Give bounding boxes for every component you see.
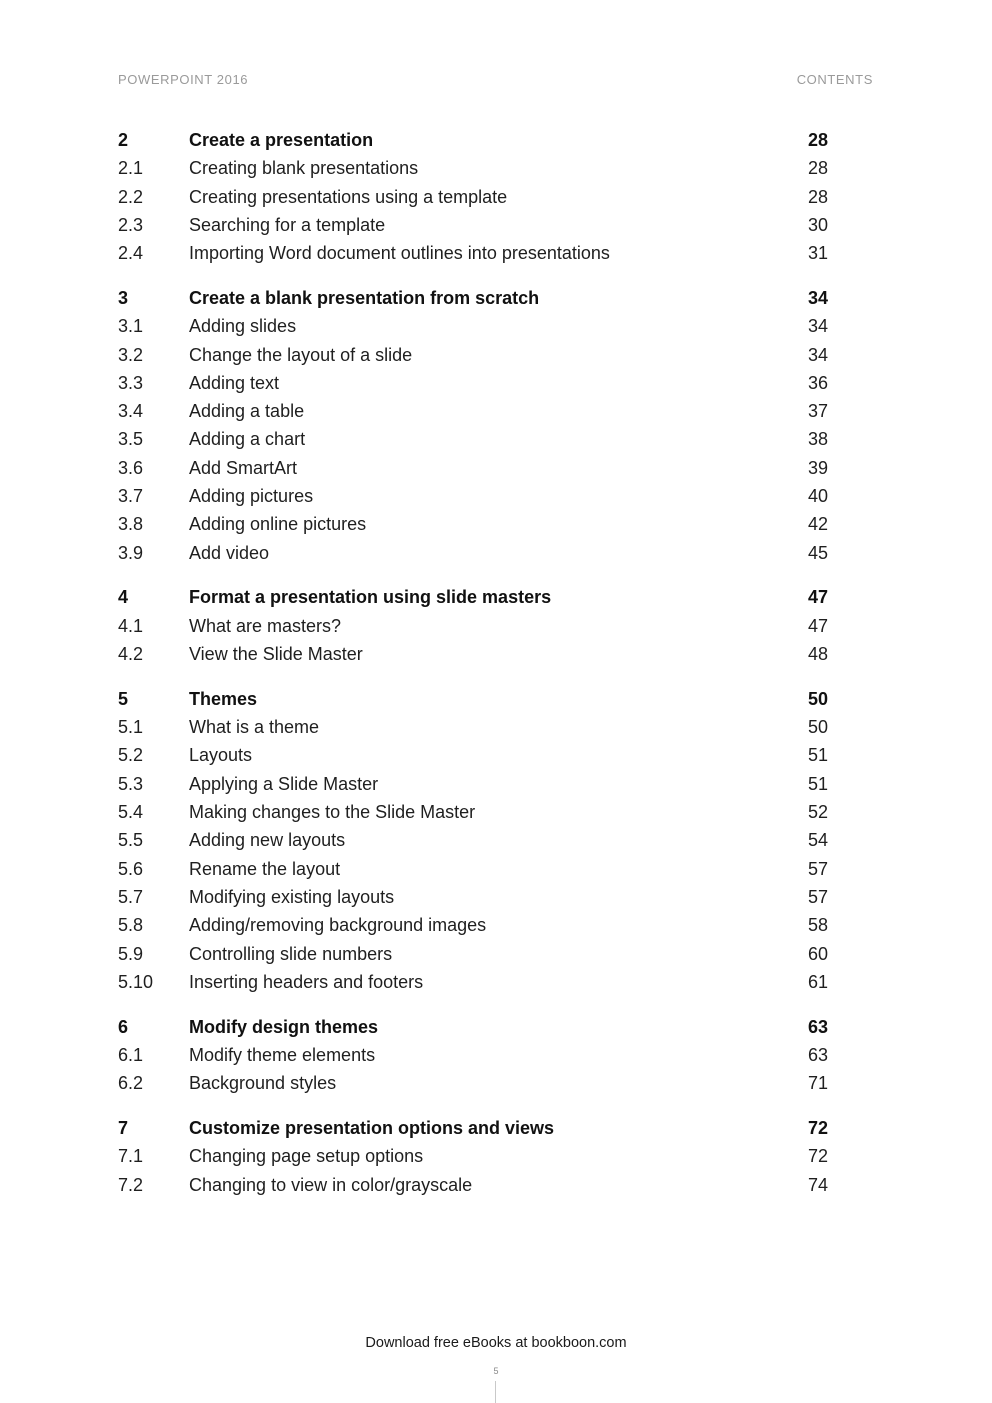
entry-number: 6.1	[118, 1044, 144, 1065]
chapter-entry-number: 7	[118, 1118, 129, 1138]
entry-page: 57	[807, 858, 828, 879]
entry-title: Inserting headers and footers	[189, 971, 424, 992]
entry-title: Changing page setup options	[189, 1146, 424, 1167]
toc-section	[118, 583, 828, 668]
entry-page: 50	[807, 717, 828, 738]
entry-title: Creating blank presentations	[189, 158, 419, 179]
entry-title: Making changes to the Slide Master	[189, 802, 476, 823]
entry-number: 3.6	[118, 457, 144, 478]
entry-number: 3.3	[118, 372, 144, 393]
chapter-entry-title: Modify design themes	[189, 1016, 379, 1037]
entry-title: Modifying existing layouts	[189, 886, 395, 907]
entry-number: 3.7	[118, 486, 144, 507]
entry-title: Modify theme elements	[189, 1044, 376, 1065]
toc-entry-row[interactable]	[118, 741, 828, 769]
chapter-entry-page: 63	[807, 1016, 828, 1037]
entry-page: 28	[807, 158, 828, 179]
page-divider	[495, 1381, 496, 1403]
toc-entry-row[interactable]	[118, 482, 828, 510]
toc-entry-row[interactable]	[118, 425, 828, 453]
entry-page: 31	[807, 243, 828, 264]
section-label: CONTENTS	[796, 72, 873, 87]
toc-entry-row[interactable]	[118, 612, 828, 640]
toc-entry-row[interactable]	[118, 883, 828, 911]
toc-entry-row[interactable]	[118, 341, 828, 369]
toc-chapter-row[interactable]	[118, 284, 828, 312]
toc-section	[118, 126, 828, 267]
chapter-entry-page: 47	[807, 587, 828, 608]
entry-title: Adding pictures	[189, 486, 314, 507]
entry-title: Layouts	[189, 745, 253, 766]
entry-title: Adding/removing background images	[189, 915, 487, 936]
toc-entry-row[interactable]	[118, 1142, 828, 1170]
chapter-entry-page: 50	[807, 688, 828, 709]
toc-entry-row[interactable]	[118, 855, 828, 883]
entry-title: Adding a table	[189, 401, 305, 422]
toc-entry-row[interactable]	[118, 454, 828, 482]
chapter-entry-title: Format a presentation using slide masters	[189, 587, 552, 608]
entry-number: 3.2	[118, 344, 144, 365]
chapter-entry-title: Create a blank presentation from scratch	[189, 287, 540, 308]
toc-entry-row[interactable]	[118, 397, 828, 425]
entry-page: 52	[807, 802, 828, 823]
entry-title: Adding slides	[189, 316, 297, 337]
toc-entry-row[interactable]	[118, 510, 828, 538]
toc-entry-row[interactable]	[118, 539, 828, 567]
chapter-entry-title: Create a presentation	[189, 130, 374, 150]
toc-entry-row[interactable]	[118, 940, 828, 968]
chapter-entry-number: 4	[118, 587, 129, 608]
entry-page: 51	[807, 745, 828, 766]
page-number: 5	[493, 1366, 499, 1376]
entry-number: 5.6	[118, 858, 144, 879]
entry-number: 5.8	[118, 915, 144, 936]
entry-number: 5.5	[118, 830, 144, 851]
entry-title: Adding new layouts	[189, 830, 346, 851]
entry-title: Adding a chart	[189, 429, 306, 450]
toc-entry-row[interactable]	[118, 1041, 828, 1069]
entry-title: View the Slide Master	[189, 644, 363, 665]
entry-number: 4.2	[118, 644, 144, 665]
entry-number: 2.3	[118, 214, 144, 235]
entry-title: Adding text	[189, 372, 280, 393]
toc-chapter-row[interactable]	[118, 685, 828, 713]
entry-title: Change the layout of a slide	[189, 344, 413, 365]
entry-title: What is a theme	[189, 717, 320, 738]
entry-title: Background styles	[189, 1073, 337, 1094]
entry-page: 54	[807, 830, 828, 851]
toc-entry-row[interactable]	[118, 369, 828, 397]
entry-page: 63	[807, 1044, 828, 1065]
chapter-entry-title: Themes	[189, 688, 258, 709]
chapter-entry-page: 34	[807, 287, 828, 308]
toc-entry-row[interactable]	[118, 239, 828, 267]
toc-entry-row[interactable]	[118, 1069, 828, 1097]
entry-number: 5.1	[118, 717, 144, 738]
entry-page: 48	[807, 644, 828, 665]
toc-entry-row[interactable]	[118, 770, 828, 798]
entry-number: 3.9	[118, 542, 144, 563]
entry-title: Applying a Slide Master	[189, 773, 379, 794]
entry-page: 30	[807, 214, 828, 235]
toc-chapter-row[interactable]	[118, 1013, 828, 1041]
chapter-entry-page: 28	[807, 130, 828, 150]
entry-page: 58	[807, 915, 828, 936]
entry-title: Rename the layout	[189, 858, 341, 879]
entry-number: 5.2	[118, 745, 144, 766]
chapter-entry-title: Customize presentation options and views	[189, 1118, 555, 1138]
entry-title: What are masters?	[189, 615, 342, 636]
entry-number: 2.1	[118, 158, 144, 179]
entry-number: 4.1	[118, 615, 144, 636]
entry-title: Searching for a template	[189, 214, 386, 235]
entry-page: 72	[807, 1146, 828, 1167]
entry-number: 5.10	[118, 971, 154, 992]
toc-chapter-row[interactable]	[118, 1114, 828, 1142]
entry-page: 71	[807, 1073, 828, 1094]
toc-section	[118, 1013, 828, 1098]
entry-number: 3.5	[118, 429, 144, 450]
chapter-entry-number: 3	[118, 287, 129, 308]
toc-section	[118, 1114, 828, 1199]
entry-page: 60	[807, 943, 828, 964]
entry-number: 5.9	[118, 943, 144, 964]
entry-page: 51	[807, 773, 828, 794]
entry-page: 39	[807, 457, 828, 478]
chapter-entry-number: 5	[118, 688, 129, 709]
entry-title: Importing Word document outlines into presentations	[189, 243, 610, 264]
entry-number: 3.4	[118, 401, 144, 422]
entry-title: Creating presentations using a template	[189, 186, 508, 207]
toc-entry-row[interactable]	[118, 640, 828, 668]
entry-page: 36	[807, 372, 828, 393]
toc-chapter-row[interactable]	[118, 126, 828, 154]
running-header	[118, 72, 873, 90]
toc-entry-row[interactable]	[118, 911, 828, 939]
entry-title: Add SmartArt	[189, 457, 298, 478]
entry-number: 5.4	[118, 802, 144, 823]
chapter-entry-number: 2	[118, 130, 129, 150]
entry-number: 7.2	[118, 1174, 144, 1195]
entry-page: 45	[807, 542, 828, 563]
entry-page: 42	[807, 514, 828, 535]
entry-page: 38	[807, 429, 828, 450]
toc-section	[118, 685, 828, 996]
entry-title: Changing to view in color/grayscale	[189, 1174, 473, 1195]
entry-title: Adding online pictures	[189, 514, 367, 535]
toc-chapter-row[interactable]	[118, 583, 828, 611]
entry-number: 7.1	[118, 1146, 144, 1167]
chapter-entry-number: 6	[118, 1016, 129, 1037]
download-link[interactable]: Download free eBooks at bookboon.com	[365, 1335, 627, 1351]
entry-title: Add video	[189, 542, 270, 563]
entry-number: 2.4	[118, 243, 144, 264]
toc-entry-row[interactable]	[118, 312, 828, 340]
chapter-entry-page: 72	[807, 1118, 828, 1138]
toc-entry-row[interactable]	[118, 798, 828, 826]
entry-page: 61	[807, 971, 828, 992]
toc-entry-row[interactable]	[118, 154, 828, 182]
entry-number: 6.2	[118, 1073, 144, 1094]
book-title: POWERPOINT 2016	[118, 72, 249, 87]
entry-number: 2.2	[118, 186, 144, 207]
entry-number: 5.3	[118, 773, 144, 794]
toc-entry-row[interactable]	[118, 713, 828, 741]
entry-page: 74	[807, 1174, 828, 1195]
entry-page: 57	[807, 886, 828, 907]
entry-page: 37	[807, 401, 828, 422]
toc-entry-row[interactable]	[118, 1171, 828, 1199]
entry-page: 40	[807, 486, 828, 507]
entry-page: 34	[807, 316, 828, 337]
entry-page: 47	[807, 615, 828, 636]
table-of-contents	[118, 126, 828, 1215]
toc-entry-row[interactable]	[118, 183, 828, 211]
toc-entry-row[interactable]	[118, 968, 828, 996]
entry-page: 28	[807, 186, 828, 207]
entry-title: Controlling slide numbers	[189, 943, 393, 964]
entry-page: 34	[807, 344, 828, 365]
entry-number: 5.7	[118, 886, 144, 907]
toc-section	[118, 284, 828, 567]
entry-number: 3.8	[118, 514, 144, 535]
toc-entry-row[interactable]	[118, 826, 828, 854]
entry-number: 3.1	[118, 316, 144, 337]
toc-entry-row[interactable]	[118, 211, 828, 239]
